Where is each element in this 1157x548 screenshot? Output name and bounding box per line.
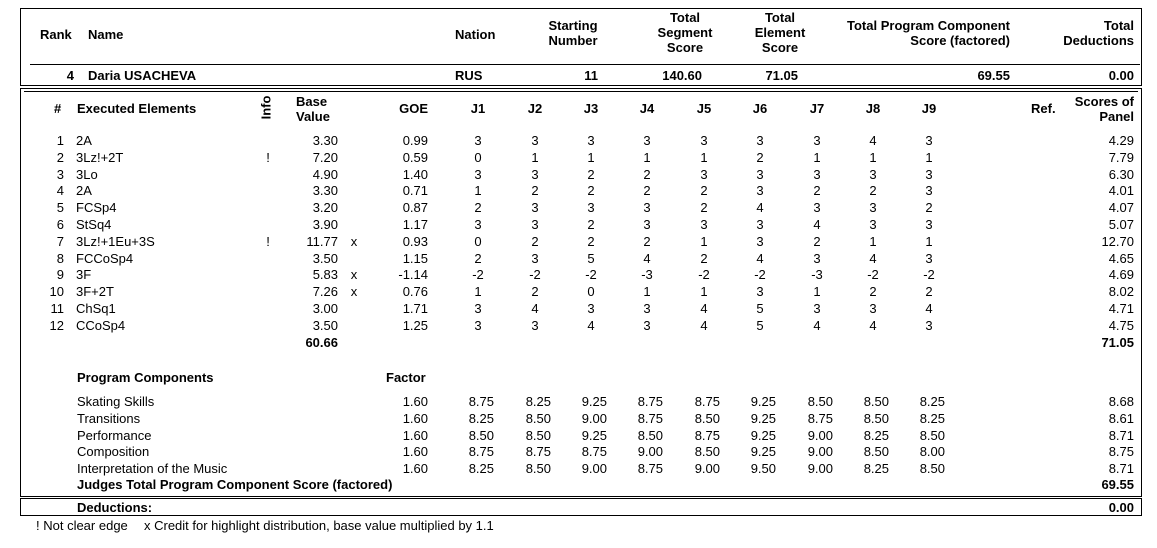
component-judge-score: 9.25: [581, 394, 607, 409]
element-judge-score: 3: [643, 217, 651, 232]
component-judge-score: 9.00: [581, 461, 607, 477]
element-goe: 1.17: [402, 217, 428, 232]
component-judge-score: 9.00: [807, 427, 833, 443]
element-judge-score: 2: [531, 284, 539, 300]
element-judge-score: 3: [474, 317, 482, 333]
component-judge-score: 9.50: [750, 461, 776, 477]
element-judge-score: 2: [700, 250, 708, 266]
footnote-not-clear-edge: ! Not clear edge: [36, 518, 128, 533]
element-name: 3Lz!+2T: [76, 149, 124, 165]
component-judge-score: 8.50: [863, 410, 889, 426]
element-judge-score: 4: [587, 317, 595, 333]
element-judge-score: 3: [925, 250, 933, 266]
element-name: 2A: [76, 133, 92, 148]
element-judge-score: 2: [587, 166, 595, 182]
element-num-header: #: [54, 101, 62, 116]
total-pcs-header: Total Program Component Score (factored): [847, 18, 1010, 48]
element-judge-score: 4: [756, 200, 764, 216]
component-judge-score: 8.75: [637, 410, 663, 426]
element-judge-score: -3: [811, 267, 823, 283]
judge-header-8: J8: [865, 101, 881, 116]
element-judge-score: 4: [869, 317, 877, 333]
executed-elements-header: Executed Elements: [77, 101, 197, 116]
component-judge-score: 8.50: [694, 410, 720, 426]
element-num: 5: [56, 200, 64, 216]
element-judge-score: 3: [700, 133, 708, 148]
element-panel-score: 4.65: [1108, 250, 1134, 266]
element-judge-score: -2: [472, 267, 484, 283]
judge-header-3: J3: [583, 101, 599, 116]
skater-rank: 4: [66, 68, 74, 83]
element-judge-score: 4: [700, 317, 708, 333]
element-judge-score: 3: [813, 250, 821, 266]
element-judge-score: 3: [474, 217, 482, 232]
judge-header-2: J2: [527, 101, 543, 116]
element-num: 3: [56, 166, 64, 182]
element-judge-score: 0: [474, 233, 482, 249]
element-num: 11: [50, 301, 64, 316]
element-highlight-x: x: [350, 284, 358, 300]
element-num: 1: [56, 133, 64, 148]
element-judge-score: 2: [474, 250, 482, 266]
element-judge-score: 3: [869, 166, 877, 182]
element-judge-score: 3: [925, 217, 933, 232]
element-judge-score: -2: [585, 267, 597, 283]
element-judge-score: 2: [531, 233, 539, 249]
element-base-value: 3.50: [312, 317, 338, 333]
element-num: 7: [56, 233, 64, 249]
element-panel-score: 8.02: [1108, 284, 1134, 300]
element-judge-score: 3: [869, 301, 877, 316]
component-judge-score: 8.25: [919, 410, 945, 426]
component-judge-score: 8.50: [863, 444, 889, 460]
element-goe: -1.14: [398, 267, 428, 283]
judge-header-4: J4: [639, 101, 655, 116]
component-judge-score: 9.25: [750, 410, 776, 426]
element-judge-score: 3: [813, 166, 821, 182]
ref-header: Ref.: [1031, 101, 1056, 116]
component-judge-score: 9.25: [750, 427, 776, 443]
component-judge-score: 8.25: [863, 427, 889, 443]
element-judge-score: 1: [813, 149, 821, 165]
element-judge-score: 4: [643, 250, 651, 266]
component-judge-score: 8.50: [807, 394, 833, 409]
element-judge-score: 2: [643, 183, 651, 199]
element-judge-score: 1: [700, 149, 708, 165]
element-judge-score: 1: [474, 284, 482, 300]
element-panel-score: 5.07: [1108, 217, 1134, 232]
component-score: 8.68: [1108, 394, 1134, 409]
element-highlight-x: x: [350, 233, 358, 249]
element-judge-score: 3: [756, 166, 764, 182]
element-judge-score: 3: [587, 301, 595, 316]
component-score: 8.71: [1108, 461, 1134, 477]
goe-header: GOE: [399, 101, 428, 116]
component-name: Composition: [77, 444, 150, 460]
element-panel-score: 7.79: [1108, 149, 1134, 165]
element-judge-score: 4: [531, 301, 539, 316]
element-name: 2A: [76, 183, 92, 199]
element-judge-score: 3: [756, 133, 764, 148]
element-judge-score: 3: [756, 284, 764, 300]
element-judge-score: 2: [700, 200, 708, 216]
element-base-value: 11.77: [306, 233, 338, 249]
element-judge-score: 3: [756, 217, 764, 232]
element-judge-score: 4: [869, 133, 877, 148]
element-judge-score: 3: [587, 200, 595, 216]
component-factor: 1.60: [402, 461, 428, 477]
factor-header: Factor: [386, 370, 426, 385]
deductions-label: Deductions:: [77, 500, 153, 515]
scores-of-panel-header: Scores of Panel: [1074, 94, 1134, 124]
element-info: !: [266, 233, 270, 249]
element-goe: 0.93: [402, 233, 428, 249]
element-judge-score: 3: [925, 317, 933, 333]
element-goe: 1.25: [402, 317, 428, 333]
judge-header-9: J9: [921, 101, 937, 116]
base-value-total: 60.66: [305, 335, 338, 350]
component-factor: 1.60: [402, 427, 428, 443]
component-judge-score: 8.50: [637, 427, 663, 443]
component-name: Transitions: [77, 410, 141, 426]
element-judge-score: 3: [531, 317, 539, 333]
element-goe: 0.99: [402, 133, 428, 148]
total-deductions-header: Total Deductions: [1063, 18, 1134, 48]
component-judge-score: 8.75: [525, 444, 551, 460]
element-panel-score: 12.70: [1101, 233, 1134, 249]
total-element-score-header: Total Element Score: [754, 10, 806, 55]
detail-box-inner-line: [24, 91, 1138, 92]
skater-nation: RUS: [455, 68, 483, 83]
element-base-value: 3.30: [312, 133, 338, 148]
element-judge-score: 2: [813, 183, 821, 199]
element-judge-score: 3: [587, 133, 595, 148]
element-judge-score: -3: [641, 267, 653, 283]
element-judge-score: 3: [756, 183, 764, 199]
element-base-value: 7.26: [312, 284, 338, 300]
judge-header-5: J5: [696, 101, 712, 116]
component-judge-score: 8.75: [807, 410, 833, 426]
element-num: 10: [49, 284, 64, 300]
component-judge-score: 8.50: [863, 394, 889, 409]
component-score: 8.71: [1108, 427, 1134, 443]
program-components-title: Program Components: [77, 370, 214, 385]
deductions-value: 0.00: [1108, 500, 1134, 515]
element-info: !: [266, 149, 270, 165]
element-name: 3F+2T: [76, 284, 114, 300]
element-judge-score: 2: [587, 183, 595, 199]
element-goe: 0.71: [402, 183, 428, 199]
component-factor: 1.60: [402, 410, 428, 426]
element-panel-score: 4.71: [1108, 301, 1134, 316]
name-header: Name: [88, 27, 124, 42]
element-judge-score: 3: [756, 233, 764, 249]
footnote-credit: x Credit for highlight distribution, base value multiplied by 1.1: [144, 518, 494, 533]
element-judge-score: 4: [925, 301, 933, 316]
element-name: 3Lo: [76, 166, 98, 182]
element-judge-score: 2: [813, 233, 821, 249]
element-judge-score: 3: [700, 217, 708, 232]
element-judge-score: 3: [813, 301, 821, 316]
skater-deductions: 0.00: [1108, 68, 1134, 83]
component-judge-score: 8.50: [525, 427, 551, 443]
component-judge-score: 8.75: [637, 394, 663, 409]
element-judge-score: 2: [925, 200, 933, 216]
element-judge-score: 1: [700, 284, 708, 300]
element-base-value: 3.50: [312, 250, 338, 266]
element-judge-score: 2: [869, 183, 877, 199]
element-name: CCoSp4: [76, 317, 126, 333]
element-judge-score: 3: [869, 217, 877, 232]
component-name: Skating Skills: [77, 394, 155, 409]
nation-header: Nation: [455, 27, 496, 42]
component-judge-score: 8.50: [525, 461, 551, 477]
element-judge-score: 2: [869, 284, 877, 300]
element-judge-score: 2: [700, 183, 708, 199]
element-judge-score: 3: [869, 200, 877, 216]
component-judge-score: 9.25: [750, 394, 776, 409]
skater-name: Daria USACHEVA: [88, 68, 197, 83]
component-judge-score: 8.75: [581, 444, 607, 460]
element-base-value: 7.20: [312, 149, 338, 165]
element-judge-score: 1: [474, 183, 482, 199]
element-judge-score: 0: [474, 149, 482, 165]
element-judge-score: 3: [925, 183, 933, 199]
element-judge-score: 4: [813, 317, 821, 333]
element-judge-score: 1: [925, 233, 933, 249]
component-judge-score: 8.50: [694, 444, 720, 460]
component-judge-score: 8.50: [919, 427, 945, 443]
skater-pcs: 69.55: [977, 68, 1010, 83]
element-goe: 1.15: [402, 250, 428, 266]
element-judge-score: 4: [869, 250, 877, 266]
component-judge-score: 9.25: [581, 427, 607, 443]
component-name: Performance: [77, 427, 152, 443]
element-judge-score: 1: [813, 284, 821, 300]
element-judge-score: 1: [700, 233, 708, 249]
component-judge-score: 8.50: [468, 427, 494, 443]
element-name: FCCoSp4: [76, 250, 134, 266]
component-judge-score: 8.75: [468, 394, 494, 409]
component-judge-score: 8.25: [919, 394, 945, 409]
component-judge-score: 9.00: [694, 461, 720, 477]
element-judge-score: 1: [587, 149, 595, 165]
element-judge-score: 5: [756, 301, 764, 316]
element-judge-score: -2: [923, 267, 935, 283]
element-panel-score: 6.30: [1108, 166, 1134, 182]
element-judge-score: 3: [700, 166, 708, 182]
element-base-value: 5.83: [312, 267, 338, 283]
element-judge-score: 4: [756, 250, 764, 266]
element-judge-score: 2: [643, 233, 651, 249]
element-panel-score: 4.69: [1108, 267, 1134, 283]
judges-total-pcs-value: 69.55: [1101, 477, 1134, 492]
component-judge-score: 8.50: [525, 410, 551, 426]
element-judge-score: 3: [531, 133, 539, 148]
component-judge-score: 8.50: [919, 461, 945, 477]
component-judge-score: 9.00: [581, 410, 607, 426]
info-header: Info: [258, 95, 274, 120]
element-judge-score: 1: [925, 149, 933, 165]
element-judge-score: 2: [925, 284, 933, 300]
component-name: Interpretation of the Music: [77, 461, 228, 477]
component-factor: 1.60: [402, 444, 428, 460]
element-judge-score: 5: [587, 250, 595, 266]
deductions-box: [20, 498, 1142, 516]
element-goe: 1.71: [402, 301, 428, 316]
element-panel-score: 4.29: [1108, 133, 1134, 148]
element-panel-score: 4.07: [1108, 200, 1134, 216]
element-judge-score: 2: [643, 166, 651, 182]
element-num: 8: [56, 250, 64, 266]
skater-element-score: 71.05: [765, 68, 798, 83]
element-judge-score: 3: [643, 133, 651, 148]
element-judge-score: -2: [867, 267, 879, 283]
starting-number-header: Starting Number: [548, 18, 598, 48]
component-judge-score: 8.25: [863, 461, 889, 477]
element-highlight-x: x: [350, 267, 358, 283]
element-judge-score: 0: [587, 284, 595, 300]
element-judge-score: 1: [869, 233, 877, 249]
component-judge-score: 8.25: [525, 394, 551, 409]
element-judge-score: 3: [531, 200, 539, 216]
element-name: 3F: [76, 267, 92, 283]
element-name: FCSp4: [76, 200, 117, 216]
element-judge-score: 3: [474, 133, 482, 148]
element-judge-score: -2: [529, 267, 541, 283]
component-judge-score: 8.75: [694, 394, 720, 409]
element-judge-score: 3: [643, 200, 651, 216]
judges-total-pcs-label: Judges Total Program Component Score (factored): [77, 477, 393, 492]
element-goe: 1.40: [402, 166, 428, 182]
component-judge-score: 9.25: [750, 444, 776, 460]
element-base-value: 3.00: [312, 301, 338, 316]
component-judge-score: 8.25: [468, 410, 494, 426]
element-goe: 0.59: [402, 149, 428, 165]
component-judge-score: 8.00: [919, 444, 945, 460]
elements-score-total: 71.05: [1101, 335, 1134, 350]
element-judge-score: 2: [474, 200, 482, 216]
element-num: 2: [56, 149, 64, 165]
judge-header-7: J7: [809, 101, 825, 116]
component-judge-score: 8.25: [468, 461, 494, 477]
element-num: 6: [56, 217, 64, 232]
component-judge-score: 8.75: [637, 461, 663, 477]
rank-header: Rank: [40, 27, 72, 42]
judge-header-6: J6: [752, 101, 768, 116]
element-judge-score: 3: [474, 166, 482, 182]
element-judge-score: 2: [587, 233, 595, 249]
element-name: ChSq1: [76, 301, 116, 316]
component-judge-score: 9.00: [637, 444, 663, 460]
element-num: 9: [56, 267, 64, 283]
element-judge-score: 1: [643, 149, 651, 165]
element-judge-score: 1: [643, 284, 651, 300]
element-name: 3Lz!+1Eu+3S: [76, 233, 155, 249]
element-judge-score: 3: [474, 301, 482, 316]
judge-header-1: J1: [470, 101, 486, 116]
component-judge-score: 8.75: [468, 444, 494, 460]
element-base-value: 4.90: [312, 166, 338, 182]
element-name: StSq4: [76, 217, 112, 232]
element-num: 4: [56, 183, 64, 199]
element-judge-score: 1: [869, 149, 877, 165]
element-judge-score: 5: [756, 317, 764, 333]
element-num: 12: [49, 317, 64, 333]
element-judge-score: 3: [925, 166, 933, 182]
element-judge-score: 2: [587, 217, 595, 232]
element-judge-score: 2: [756, 149, 764, 165]
element-goe: 0.76: [402, 284, 428, 300]
element-base-value: 3.90: [312, 217, 338, 232]
component-judge-score: 8.75: [694, 427, 720, 443]
header-divider: [30, 64, 1140, 65]
element-base-value: 3.20: [312, 200, 338, 216]
element-judge-score: 2: [531, 183, 539, 199]
component-score: 8.61: [1108, 410, 1134, 426]
element-judge-score: 1: [531, 149, 539, 165]
base-value-header: Base Value: [296, 94, 330, 124]
element-judge-score: 3: [531, 250, 539, 266]
element-panel-score: 4.01: [1108, 183, 1134, 199]
component-judge-score: 9.00: [807, 444, 833, 460]
element-judge-score: 3: [531, 217, 539, 232]
element-judge-score: 3: [643, 301, 651, 316]
element-judge-score: 3: [813, 133, 821, 148]
element-panel-score: 4.75: [1108, 317, 1134, 333]
element-judge-score: 4: [813, 217, 821, 232]
component-judge-score: 9.00: [807, 461, 833, 477]
element-judge-score: 3: [531, 166, 539, 182]
skater-starting-number: 11: [584, 68, 598, 83]
element-judge-score: -2: [754, 267, 766, 283]
element-judge-score: 3: [925, 133, 933, 148]
element-judge-score: 3: [643, 317, 651, 333]
element-goe: 0.87: [402, 200, 428, 216]
total-segment-score-header: Total Segment Score: [657, 10, 713, 55]
component-factor: 1.60: [402, 394, 428, 409]
element-judge-score: -2: [698, 267, 710, 283]
element-judge-score: 3: [813, 200, 821, 216]
element-base-value: 3.30: [312, 183, 338, 199]
element-judge-score: 4: [700, 301, 708, 316]
skater-segment-score: 140.60: [662, 68, 702, 83]
component-score: 8.75: [1108, 444, 1134, 460]
